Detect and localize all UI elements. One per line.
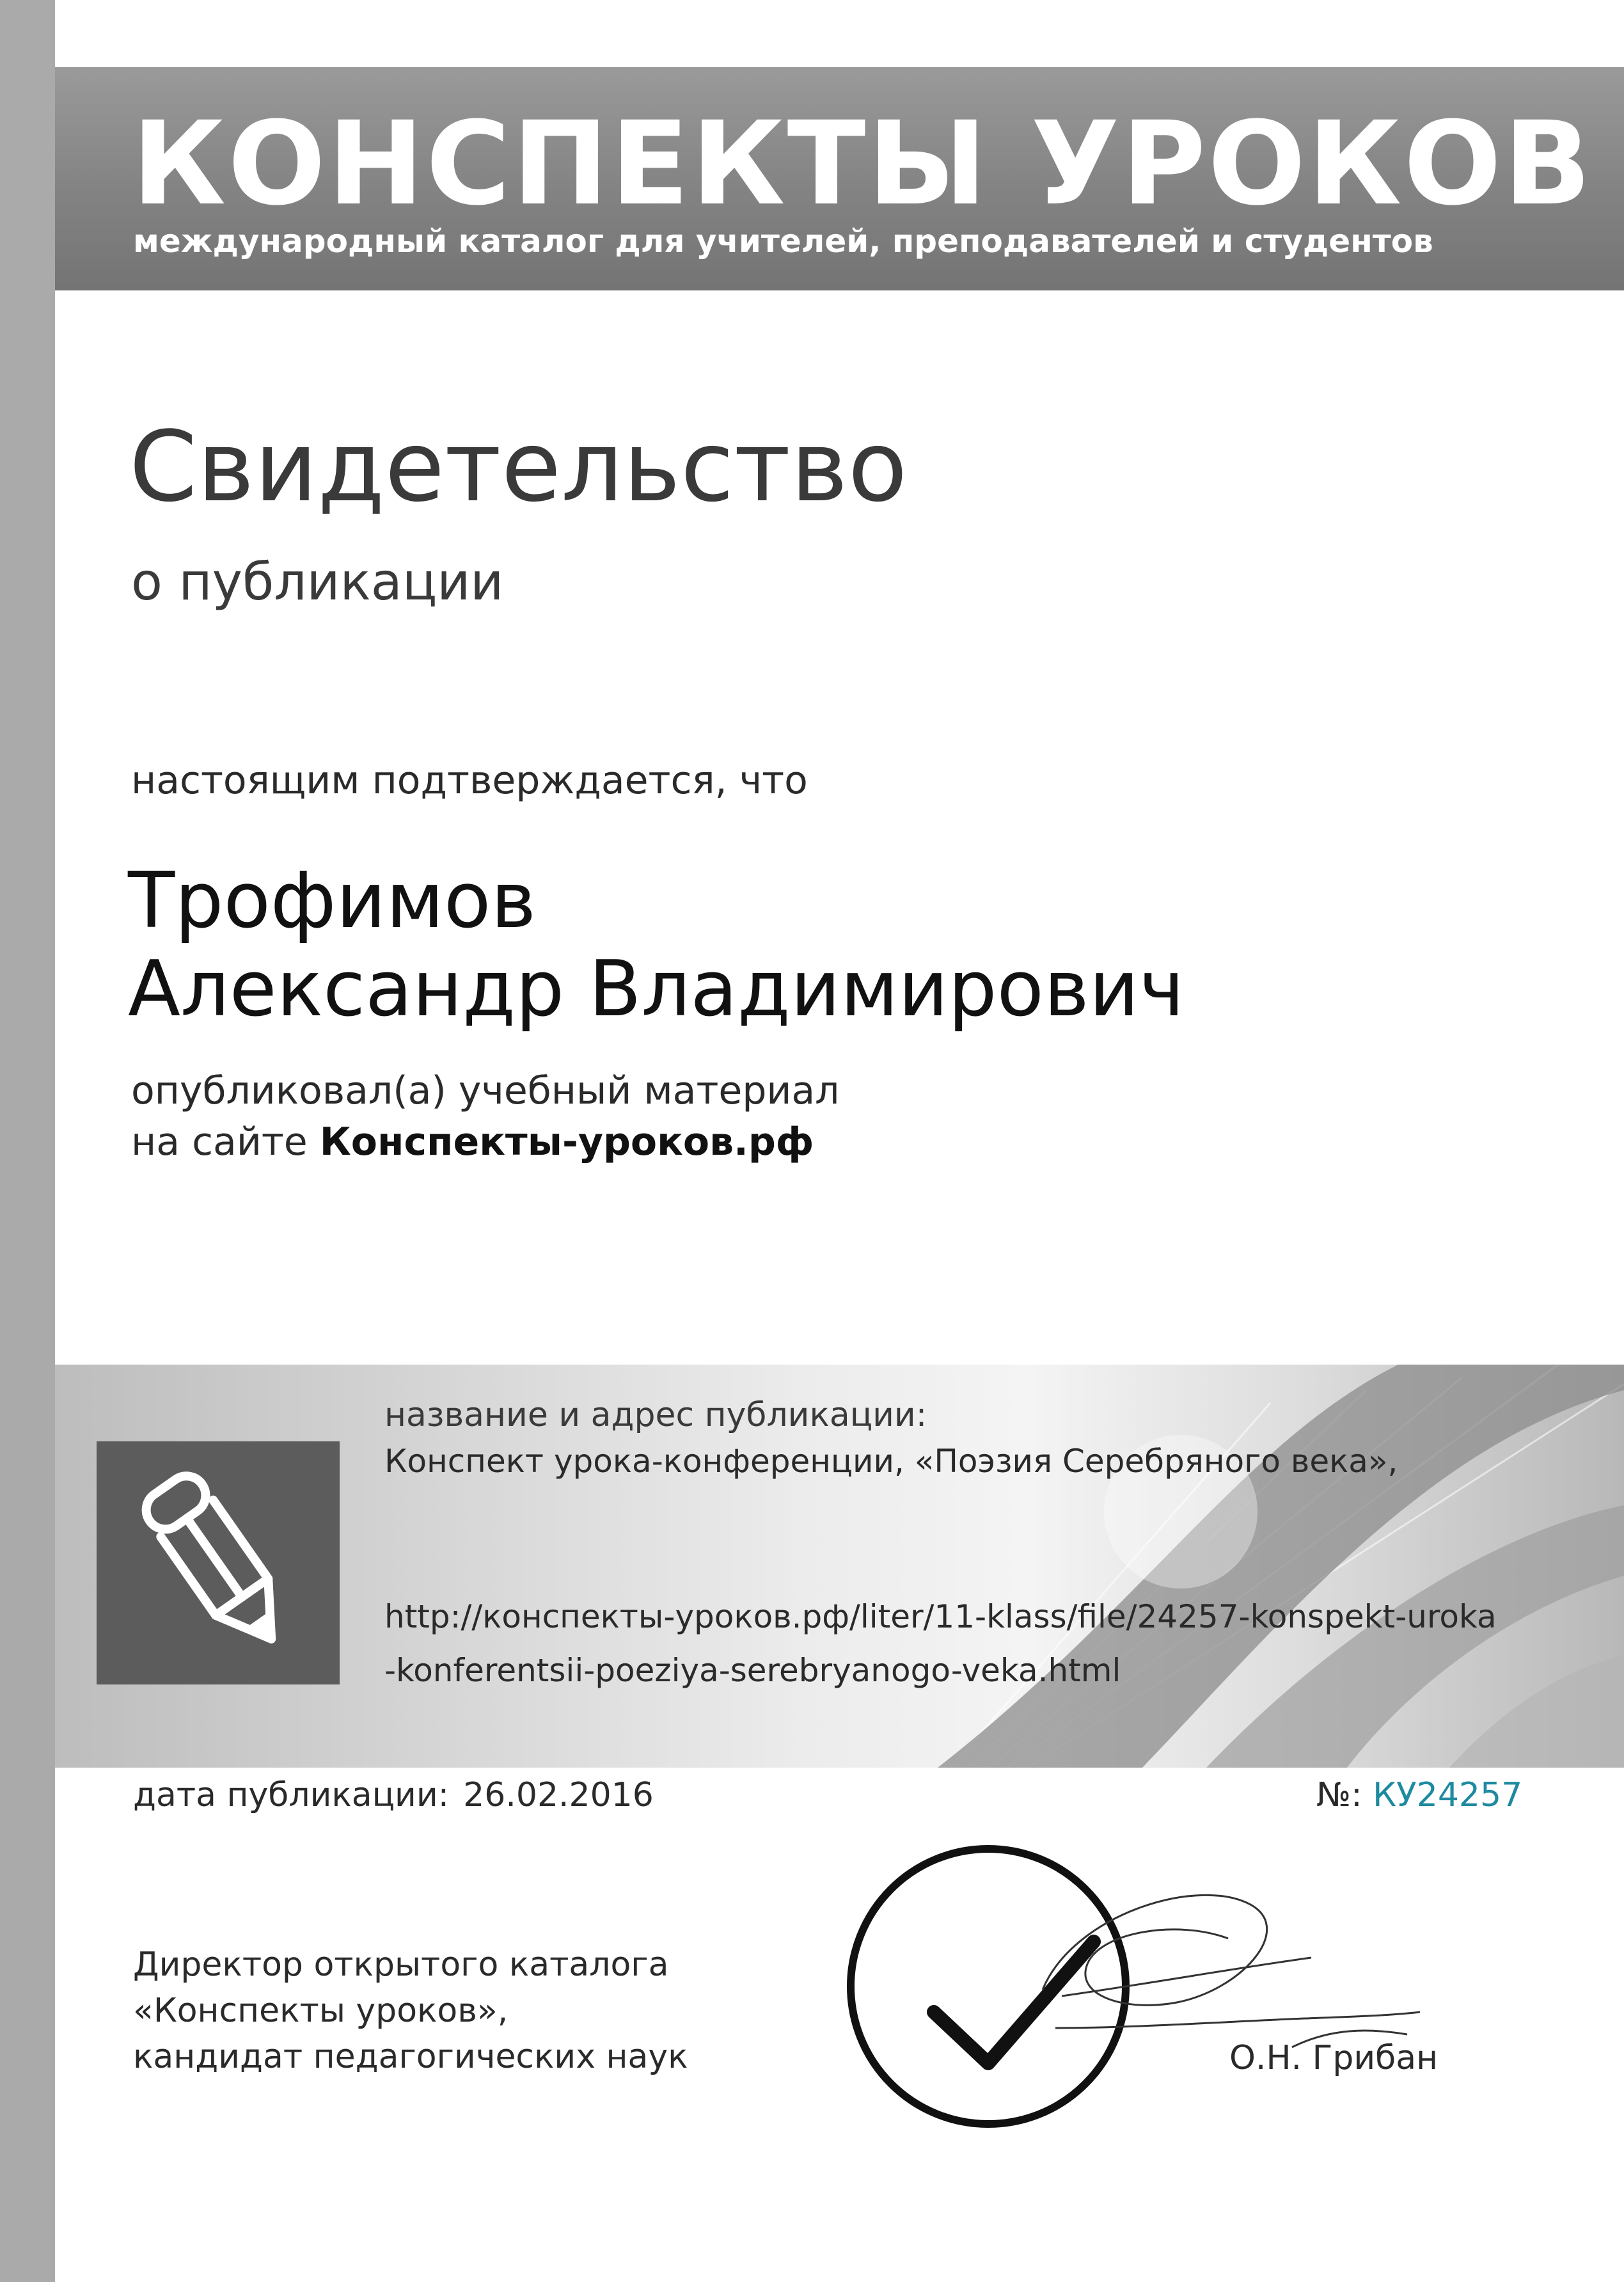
pencil-icon-box [97, 1441, 340, 1684]
certificate-number [1316, 1770, 1522, 1821]
published-prefix: на сайте [131, 1120, 320, 1164]
publication-url-line2[interactable]: -konferentsii-poeziya-serebryanogo-veka.html [384, 1652, 1121, 1689]
publication-band [55, 1365, 1624, 1768]
header-banner [55, 67, 1624, 290]
confirm-text: настоящим подтверждается, что [131, 758, 808, 803]
seal-and-signature [844, 1836, 1484, 2156]
publication-name: Конспект урока-конференции, «Поэзия Серебряного века», [384, 1443, 1398, 1480]
published-statement [131, 1065, 840, 1168]
recipient-surname: Трофимов [128, 857, 537, 946]
recipient-given-names: Александр Владимирович [128, 945, 1185, 1034]
recipient-name [128, 857, 1185, 1034]
published-line2 [131, 1116, 840, 1168]
director-info [133, 1942, 688, 2080]
director-line2: «Конспекты уроков», [133, 1992, 508, 2030]
certificate-subtitle: о публикации [131, 552, 504, 612]
pencil-icon [97, 1441, 340, 1684]
date-label: дата публикации: [133, 1776, 450, 1814]
certificate-title: Свидетельство [129, 410, 908, 523]
published-line1: опубликовал(а) учебный материал [131, 1068, 840, 1113]
publication-date [133, 1770, 654, 1821]
director-line3: кандидат педагогических наук [133, 2038, 688, 2076]
director-line1: Директор открытого каталога [133, 1945, 669, 1984]
date-value: 26.02.2016 [463, 1776, 654, 1814]
banner-subtitle: международный каталог для учителей, преподавателей и студентов [133, 223, 1433, 260]
publication-url[interactable] [384, 1590, 1497, 1697]
number-value: КУ24257 [1373, 1776, 1523, 1814]
left-decor-strip [0, 0, 55, 2282]
publication-label: название и адрес публикации: [384, 1396, 927, 1434]
number-label: №: [1316, 1776, 1362, 1814]
publication-url-line1[interactable]: http://конспекты-уроков.рф/liter/11-klass/file/24257-konspekt-uroka [384, 1598, 1497, 1635]
checkmark-icon [934, 1942, 1094, 2063]
banner-title: КОНСПЕКТЫ УРОКОВ [132, 97, 1593, 231]
site-name: Конспекты-уроков.рф [319, 1120, 814, 1164]
seal-circle [851, 1849, 1126, 2124]
signature-icon [1043, 1895, 1420, 2047]
signer-name: О.Н. Грибан [1229, 2039, 1439, 2077]
